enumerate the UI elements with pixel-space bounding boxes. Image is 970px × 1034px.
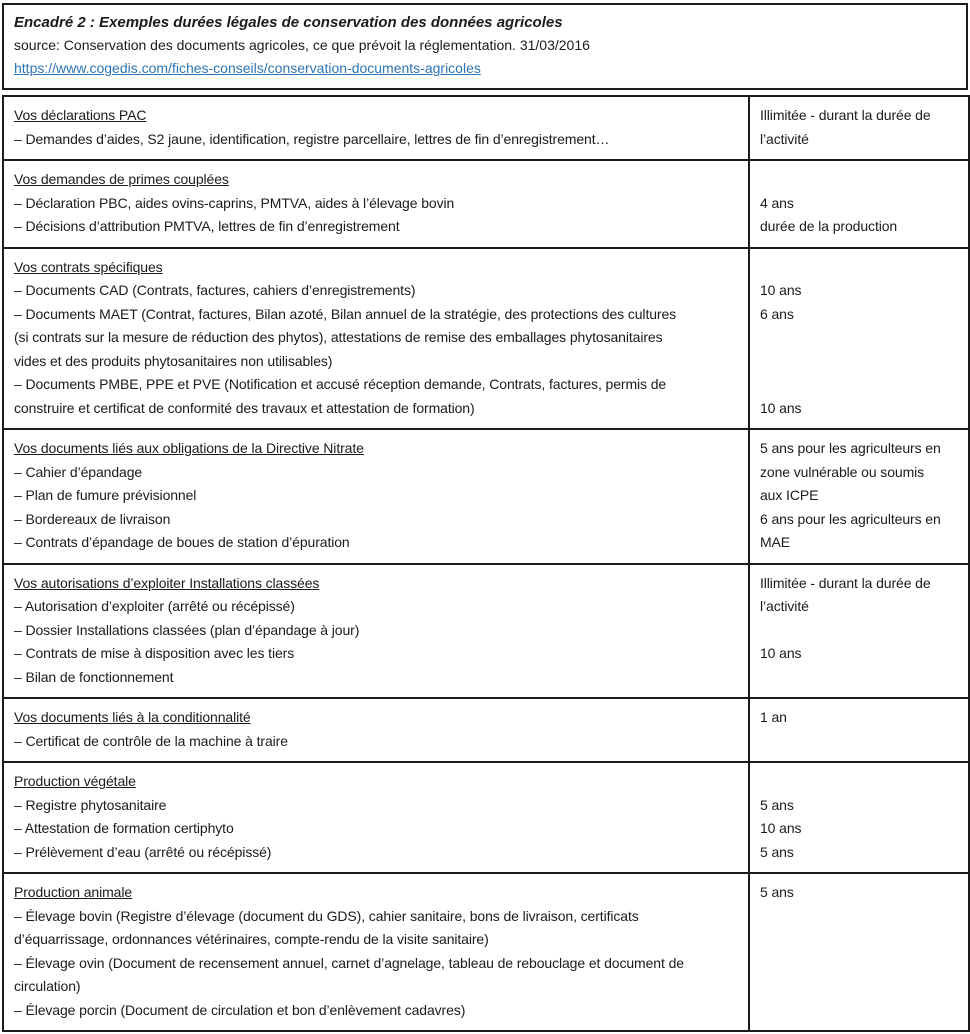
document-line: – Bordereaux de livraison xyxy=(14,510,171,527)
documents-cell xyxy=(3,160,749,248)
retention-table-body xyxy=(3,96,969,1031)
duration-line: MAE xyxy=(760,534,791,550)
document-line: – Contrats d’épandage de boues de station d’épuration xyxy=(14,534,350,550)
document-line: d’équarrissage, ordonnances vétérinaires, compte-rendu de la visite sanitaire) xyxy=(14,931,489,947)
duration-line: 6 ans xyxy=(760,305,794,322)
document-line: – Cahier d’épandage xyxy=(14,463,143,480)
table-row xyxy=(3,564,969,699)
duration-line: 10 ans xyxy=(760,645,802,661)
duration-line: 5 ans xyxy=(760,796,794,813)
category-heading: Production animale xyxy=(14,884,133,900)
documents-cell xyxy=(3,873,749,1031)
document-line: (si contrats sur la mesure de réduction des phytos), attestations de remise des emballages phytosanitaires xyxy=(14,329,663,345)
table-row xyxy=(3,248,969,430)
header-box xyxy=(2,3,968,90)
category-heading: Vos documents liés aux obligations de la Directive Nitrate xyxy=(14,440,364,456)
duration-line xyxy=(760,350,962,374)
duration-cell xyxy=(749,248,969,430)
documents-cell xyxy=(3,96,749,160)
duration-line xyxy=(760,928,962,952)
duration-line xyxy=(760,326,962,350)
duration-line: 5 ans pour les agriculteurs en xyxy=(760,440,941,456)
document-line: – Élevage porcin (Document de circulation et bon d’enlèvement cadavres) xyxy=(14,1001,466,1018)
duration-cell xyxy=(749,429,969,564)
duration-line: durée de la production xyxy=(760,218,898,234)
duration-line xyxy=(760,256,962,280)
table-row xyxy=(3,762,969,873)
duration-line: 6 ans pour les agriculteurs en xyxy=(760,510,941,527)
duration-line xyxy=(760,999,962,1023)
duration-cell xyxy=(749,564,969,699)
table-row xyxy=(3,160,969,248)
table-row xyxy=(3,698,969,762)
duration-line xyxy=(760,666,962,690)
duration-line: 10 ans xyxy=(760,820,802,836)
duration-line xyxy=(760,905,962,929)
document-line: – Élevage ovin (Document de recensement annuel, carnet d’agnelage, tableau de rebouclage et document de xyxy=(14,954,684,971)
duration-line xyxy=(760,730,962,754)
document-line: – Attestation de formation certiphyto xyxy=(14,820,234,836)
document-line: – Documents MAET (Contrat, factures, Bilan azoté, Bilan annuel de la stratégie, des protections des cultures xyxy=(14,305,677,322)
duration-line: zone vulnérable ou soumis xyxy=(760,463,925,480)
document-line: – Demandes d’aides, S2 jaune, identification, registre parcellaire, lettres de fin d’enregistrement… xyxy=(14,130,610,147)
duration-line: 10 ans xyxy=(760,282,802,298)
source-link[interactable]: https://www.cogedis.com/fiches-conseils/conservation-documents-agricoles xyxy=(14,60,481,76)
documents-cell xyxy=(3,429,749,564)
document-line: vides et des produits phytosanitaires non utilisables) xyxy=(14,352,333,369)
duration-cell xyxy=(749,160,969,248)
duration-line: 4 ans xyxy=(760,194,794,211)
document-line: – Documents CAD (Contrats, factures, cahiers d’enregistrements) xyxy=(14,282,416,298)
duration-line xyxy=(760,619,962,643)
duration-line xyxy=(760,373,962,397)
documents-cell xyxy=(3,698,749,762)
documents-cell xyxy=(3,762,749,873)
duration-line: Illimitée - durant la durée de xyxy=(760,574,931,591)
document-line: construire et certificat de conformité des travaux et attestation de formation) xyxy=(14,399,475,416)
table-row xyxy=(3,873,969,1031)
document-line: – Documents PMBE, PPE et PVE (Notification et accusé réception demande, Contrats, factures, permis de xyxy=(14,376,667,392)
duration-line: 10 ans xyxy=(760,399,802,416)
retention-table xyxy=(2,95,970,1032)
duration-cell xyxy=(749,96,969,160)
category-heading: Vos contrats spécifiques xyxy=(14,258,163,275)
duration-line: Illimitée - durant la durée de xyxy=(760,107,931,123)
documents-cell xyxy=(3,564,749,699)
table-row xyxy=(3,429,969,564)
duration-line xyxy=(760,975,962,999)
duration-line xyxy=(760,168,962,192)
duration-line xyxy=(760,770,962,794)
category-heading: Vos documents liés à la conditionnalité xyxy=(14,709,251,725)
document-line: – Bilan de fonctionnement xyxy=(14,668,174,685)
page-title: Encadré 2 : Exemples durées légales de conservation des données agricoles xyxy=(14,14,563,31)
document-line: – Dossier Installations classées (plan d’épandage à jour) xyxy=(14,621,360,638)
document-line: – Certificat de contrôle de la machine à traire xyxy=(14,732,288,749)
duration-line: aux ICPE xyxy=(760,487,819,503)
documents-cell xyxy=(3,248,749,430)
category-heading: Vos demandes de primes couplées xyxy=(14,171,229,187)
table-row xyxy=(3,96,969,160)
category-heading: Production végétale xyxy=(14,773,136,789)
category-heading: Vos autorisations d’exploiter Installations classées xyxy=(14,574,320,591)
duration-line: 1 an xyxy=(760,709,787,725)
document-line: – Prélèvement d’eau (arrêté ou récépissé) xyxy=(14,843,272,860)
document-line: – Autorisation d’exploiter (arrêté ou récépissé) xyxy=(14,598,295,614)
category-heading: Vos déclarations PAC xyxy=(14,107,147,123)
duration-line: l’activité xyxy=(760,130,809,147)
duration-line: 5 ans xyxy=(760,843,794,860)
duration-cell xyxy=(749,698,969,762)
document-line: – Élevage bovin (Registre d’élevage (document du GDS), cahier sanitaire, bons de livraison, certificats xyxy=(14,907,639,924)
document-line: – Registre phytosanitaire xyxy=(14,796,167,813)
document-line: – Décisions d’attribution PMTVA, lettres de fin d’enregistrement xyxy=(14,218,400,234)
document-line: – Déclaration PBC, aides ovins-caprins, PMTVA, aides à l’élevage bovin xyxy=(14,194,455,211)
duration-cell xyxy=(749,762,969,873)
duration-line: 5 ans xyxy=(760,884,794,900)
document-line: – Plan de fumure prévisionnel xyxy=(14,487,197,503)
document-line: circulation) xyxy=(14,978,81,994)
duration-cell xyxy=(749,873,969,1031)
source-line: source: Conservation des documents agricoles, ce que prévoit la réglementation. 31/03/2016 xyxy=(14,37,590,53)
document-line: – Contrats de mise à disposition avec les tiers xyxy=(14,645,295,661)
duration-line: l’activité xyxy=(760,598,809,614)
duration-line xyxy=(760,952,962,976)
